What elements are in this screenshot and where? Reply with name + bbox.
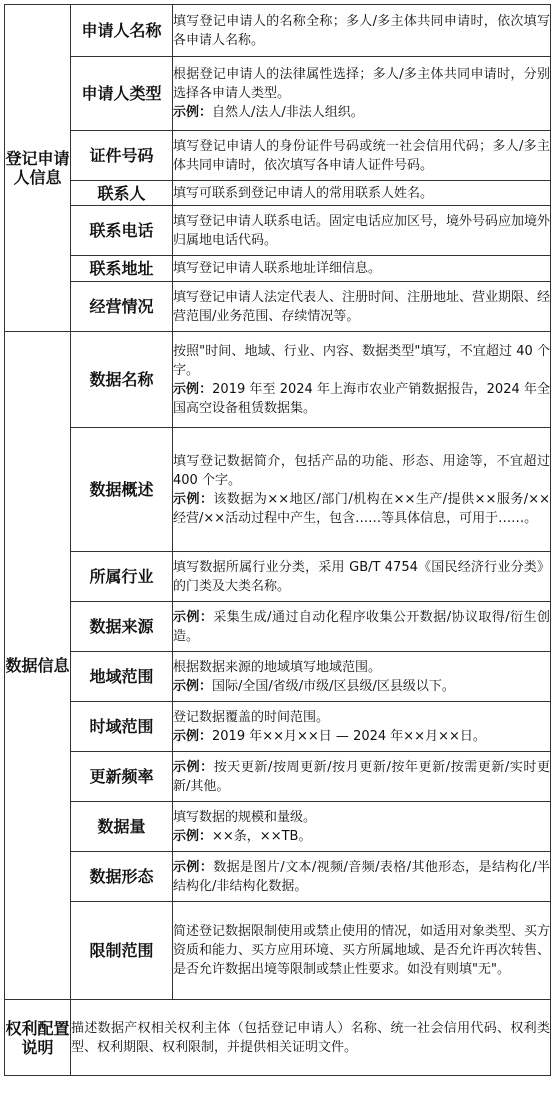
field-label: 申请人类型	[71, 57, 173, 131]
table-row	[5, 256, 551, 282]
field-description: 根据登记申请人的法律属性选择；多人/多主体共同申请时，分别选择各申请人类型。 示例：自然人/法人/非法人组织。	[173, 57, 551, 131]
field-label: 数据来源	[71, 602, 173, 652]
field-description: 按照"时间、地域、行业、内容、数据类型"填写，不宜超过 40 个字。 示例：2019 年至 2024 年上海市农业产销数据报告，2024 年全国高空设备租赁数据集。	[173, 332, 551, 428]
table-row	[5, 181, 551, 206]
table-row	[5, 702, 551, 752]
field-description: 填写登记申请人联系电话。固定电话应加区号，境外号码应加境外归属地电话代码。	[173, 206, 551, 256]
field-label: 数据概述	[71, 428, 173, 552]
field-description: 示例：采集生成/通过自动化程序收集公开数据/协议取得/衍生创造。	[173, 602, 551, 652]
table-row	[5, 652, 551, 702]
example-label: 示例：	[173, 678, 213, 694]
field-description: 填写登记申请人的名称全称；多人/多主体共同申请时，依次填写各申请人名称。	[173, 5, 551, 57]
table-row	[5, 206, 551, 256]
field-label: 更新频率	[71, 752, 173, 802]
field-label: 地域范围	[71, 652, 173, 702]
table-row	[5, 802, 551, 852]
field-description: 根据数据来源的地域填写地域范围。 示例：国际/全国/省级/市级/区县级/区县级以下。	[173, 652, 551, 702]
category-cell: 登记申请人信息	[5, 5, 71, 332]
field-label: 申请人名称	[71, 5, 173, 57]
table-row	[5, 131, 551, 181]
field-label: 联系人	[71, 181, 173, 206]
table-row	[5, 282, 551, 332]
field-description: 登记数据覆盖的时间范围。 示例：2019 年××月××日 — 2024 年××月××日。	[173, 702, 551, 752]
category-cell: 数据信息	[5, 332, 71, 1000]
category-cell: 权利配置说明	[5, 1000, 71, 1076]
field-label: 数据名称	[71, 332, 173, 428]
field-description: 填写登记数据简介，包括产品的功能、形态、用途等，不宜超过 400 个字。 示例：该数据为××地区/部门/机构在××生产/提供××服务/××经营/××活动过程中产生，包含……等具体信息，可用于……。	[173, 428, 551, 552]
field-description: 描述数据产权相关权利主体（包括登记申请人）名称、统一社会信用代码、权利类型、权利期限、权利限制，并提供相关证明文件。	[71, 1000, 551, 1076]
example-label: 示例：	[173, 105, 213, 120]
field-description: 填写登记申请人法定代表人、注册时间、注册地址、营业期限、经营范围/业务范围、存续情况等。	[173, 282, 551, 332]
table-row	[5, 5, 551, 57]
table-row	[5, 1000, 551, 1076]
example-label: 示例：	[173, 859, 214, 875]
field-description: 示例：按天更新/按周更新/按月更新/按年更新/按需更新/实时更新/其他。	[173, 752, 551, 802]
example-label: 示例：	[173, 609, 214, 625]
field-description: 填写登记申请人联系地址详细信息。	[173, 256, 551, 282]
field-description: 示例：数据是图片/文本/视频/音频/表格/其他形态，是结构化/半结构化/非结构化数据。	[173, 852, 551, 902]
table-row	[5, 57, 551, 131]
field-label: 限制范围	[71, 902, 173, 1000]
field-label: 数据形态	[71, 852, 173, 902]
example-label: 示例：	[173, 759, 214, 775]
table-row	[5, 428, 551, 552]
field-description: 简述登记数据限制使用或禁止使用的情况，如适用对象类型、买方资质和能力、买方应用环境、买方所属地域、是否允许再次转售、是否允许数据出境等限制或禁止性要求。如没有则填"无"。	[173, 902, 551, 1000]
field-label: 所属行业	[71, 552, 173, 602]
example-label: 示例：	[173, 728, 213, 744]
field-description: 填写登记申请人的身份证件号码或统一社会信用代码；多人/多主体共同申请时，依次填写各申请人证件号码。	[173, 131, 551, 181]
registration-table	[4, 4, 551, 1076]
example-label: 示例：	[173, 381, 213, 397]
field-label: 时域范围	[71, 702, 173, 752]
table-row	[5, 552, 551, 602]
field-label: 联系地址	[71, 256, 173, 282]
field-description: 填写可联系到登记申请人的常用联系人姓名。	[173, 181, 551, 206]
table-row	[5, 852, 551, 902]
field-label: 数据量	[71, 802, 173, 852]
table-row	[5, 332, 551, 428]
example-label: 示例：	[173, 491, 214, 507]
field-description: 填写数据所属行业分类，采用 GB/T 4754《国民经济行业分类》的门类及大类名称。	[173, 552, 551, 602]
table-row	[5, 902, 551, 1000]
field-label: 证件号码	[71, 131, 173, 181]
field-label: 经营情况	[71, 282, 173, 332]
field-label: 联系电话	[71, 206, 173, 256]
table-row	[5, 602, 551, 652]
example-label: 示例：	[173, 828, 213, 844]
table-row	[5, 752, 551, 802]
field-description: 填写数据的规模和量级。 示例：××条，××TB。	[173, 802, 551, 852]
